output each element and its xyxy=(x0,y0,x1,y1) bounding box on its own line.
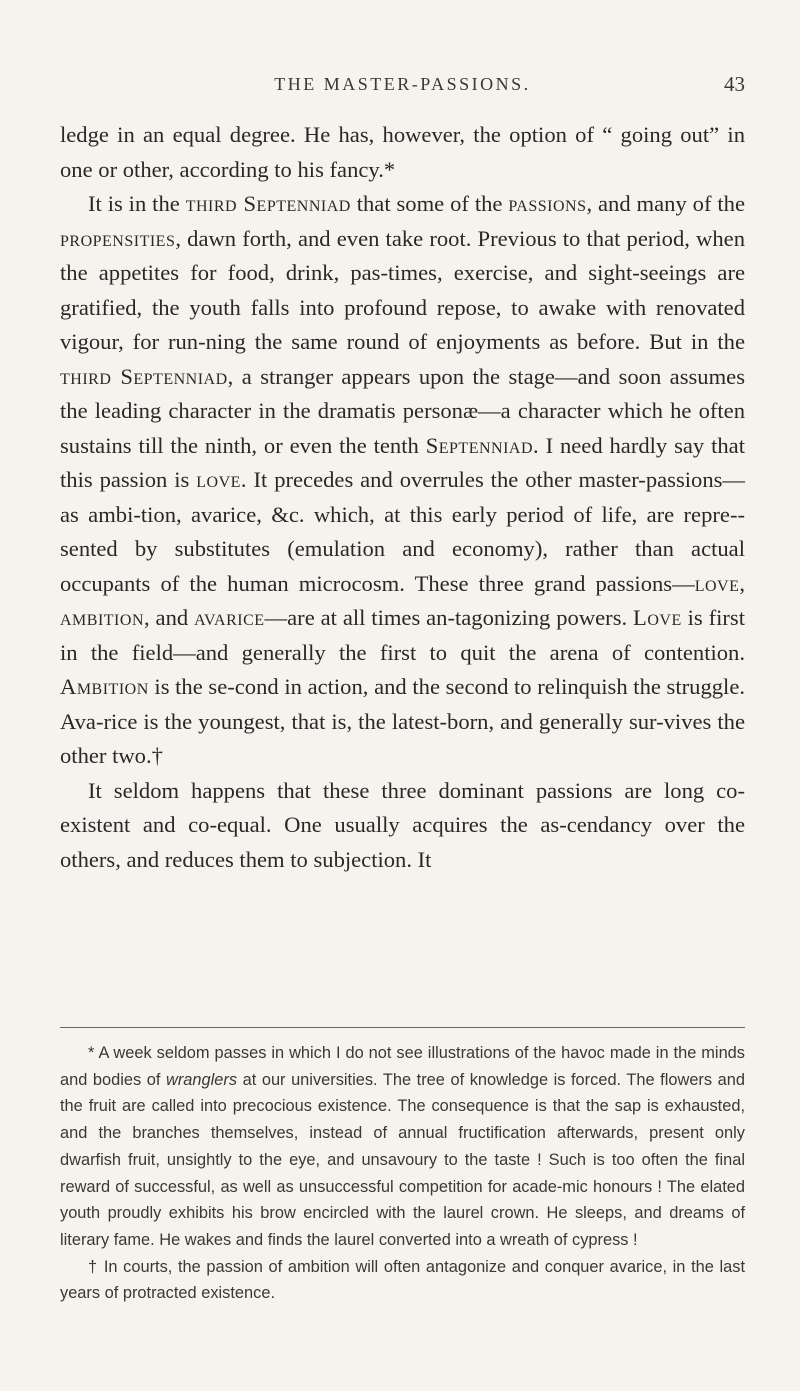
small-caps-run: love xyxy=(196,467,241,492)
text-run: It seldom happens that these three dominant passions are long co-existent and co-equal. One usually acquires the as-cendancy over the others, and reduces them to subjection. It xyxy=(60,777,745,872)
italic-run: wranglers xyxy=(165,1070,238,1089)
text-run: is the se-cond in action, and the second to relinquish the struggle. Ava-rice is the youngest, that is, the latest-born, and generally sur-vives the other two.† xyxy=(60,674,745,768)
small-caps-run: Ambition xyxy=(60,674,149,699)
small-caps-run: love xyxy=(694,570,740,596)
small-caps-run: Septenniad xyxy=(425,432,534,458)
text-run: . I need hardly say that this passion is xyxy=(60,432,745,492)
page-header xyxy=(60,74,745,104)
small-caps-run: Love xyxy=(633,605,682,630)
text-run: at our universities. The tree of knowledge is forced. The flowers and the fruit are called into precocious existence. The consequence is that the sap is exhausted, and the branches themselves, instead of annual fructification afterwards, present only dwarfish fruit, unsightly to the eye, and unsavoury to the taste ! Such is too often the final reward of successful, as well as unsuccessful competition for acade-mic honours ! The elated youth proudly exhibits his brow encircled with the laurel crown. He sleeps, and dreams of literary fame. He wakes and finds the laurel converted into a wreath of cypress ! xyxy=(60,1070,745,1249)
body-text xyxy=(60,118,745,877)
footnotes xyxy=(60,1040,745,1307)
running-head: THE MASTER-PASSIONS. xyxy=(274,74,531,94)
small-caps-run: propensities xyxy=(60,225,176,251)
small-caps-run: third Septenniad xyxy=(60,363,228,389)
small-caps-run: ambition xyxy=(60,605,144,630)
text-run: , and xyxy=(144,605,195,630)
footnote-2 xyxy=(60,1254,745,1307)
text-run: , a stranger appears upon the stage—and soon assumes the leading character in the dramatis personæ—a character which he often sustains till the ninth, or even the tenth xyxy=(60,363,745,458)
paragraph-3 xyxy=(60,774,745,878)
text-run: , xyxy=(739,570,745,596)
small-caps-run: avarice xyxy=(194,605,265,630)
paragraph-1 xyxy=(60,118,745,187)
text-run: . It precedes and overrules the other master-passions—as ambi-tion, avarice, &c. which, at this early period of life, are repre-sented by substitutes (emulation and economy), rather than actual occupants of the human microcosm. These three grand passions— xyxy=(60,467,746,596)
paragraph-2 xyxy=(60,187,745,774)
text-run: † In courts, the passion of ambition will often antagonize and conquer avarice, in the last years of protracted existence. xyxy=(60,1257,745,1303)
text-run: is first in the field—and generally the first to quit the arena of contention. xyxy=(60,605,745,665)
text-run: * A week seldom passes in which I do not see illustrations of the havoc made in the minds and bodies of xyxy=(60,1044,745,1089)
page-number: 43 xyxy=(724,72,745,96)
text-run: , and many of the xyxy=(586,191,745,216)
text-run: It is in the xyxy=(88,191,186,216)
text-run: that some of the xyxy=(350,191,509,216)
text-run: —are at all times an-tagonizing powers. xyxy=(264,605,634,630)
footnote-1 xyxy=(60,1040,745,1254)
footnote-divider xyxy=(60,1027,745,1028)
small-caps-run: third Septenniad xyxy=(185,191,351,216)
small-caps-run: passions xyxy=(508,191,587,216)
text-run: ledge in an equal degree. He has, however, the option of “ going out” in one or other, according to his fancy.* xyxy=(60,122,745,182)
text-run: , dawn forth, and even take root. Previous to that period, when the appetites for food, drink, pas-times, exercise, and sight-seeings are gratified, the youth falls into profound repose, to awake with renovated vigour, for run-ning the same round of enjoyments as before. But in the xyxy=(60,225,745,354)
